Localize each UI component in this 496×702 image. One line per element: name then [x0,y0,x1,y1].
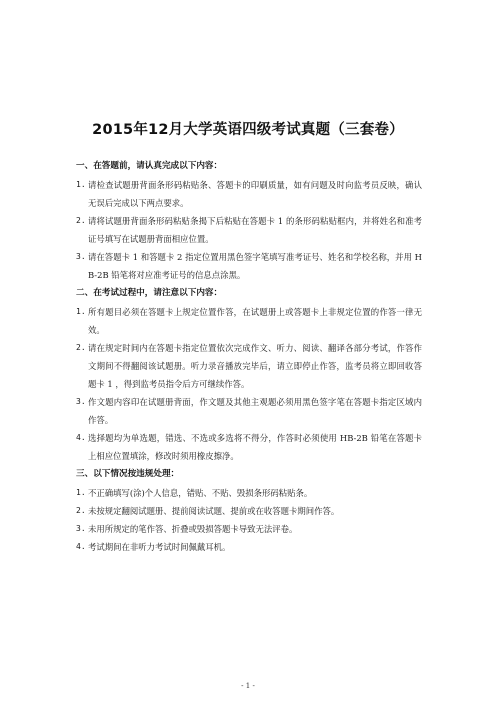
item-number: 2. [76,216,86,225]
page-number: - 1 - [241,682,255,690]
item-number: 1. [76,307,86,316]
item-text: 选择题均为单选题，错选、不选或多选将不得分，作答时必须使用 HB-2B 铅笔在答题卡上相应位置填涂，修改时须用橡皮擦净。 [88,433,422,461]
list-item [76,176,422,212]
item-text: 所有题目必须在答题卡上规定位置作答，在试题册上或答题卡上非规定位置的作答一律无效。 [88,307,422,335]
section-heading: 二、在考试过程中，请注意以下内容： [76,288,223,298]
section-heading: 一、在答题前，请认真完成以下内容： [76,161,223,171]
item-number: 3. [76,397,86,406]
item-number: 4. [76,542,86,551]
item-number: 3. [76,252,86,261]
item-text: 请将试题册背面条形码粘贴条揭下后粘贴在答题卡 1 的条形码粘贴框内，并将姓名和准考证号填写在试题册背面相应位置。 [88,216,422,244]
item-number: 4. [76,433,86,442]
document-title: 2015年12月大学英语四级考试真题（三套卷） [92,122,404,138]
item-number: 1. [76,488,86,497]
section-violations [76,465,422,556]
list-item [76,502,422,520]
section-heading: 三、以下情况按违规处理： [76,469,180,479]
list-item [76,393,422,429]
item-number: 2. [76,343,86,352]
item-text: 作文题内容印在试题册背面，作文题及其他主观题必须用黑色签字笔在答题卡指定区域内作答。 [88,397,422,425]
list-item [76,484,422,502]
list-item [76,429,422,465]
section-before-answering [76,157,422,284]
item-number: 3. [76,524,86,533]
list-item [76,248,422,284]
list-item [76,520,422,538]
item-text: 请在答题卡 1 和答题卡 2 指定位置用黑色签字笔填写准考证号、姓名和学校名称，并用 HB-2B 铅笔将对应准考证号的信息点涂黑。 [88,252,422,280]
item-text: 请在规定时间内在答题卡指定位置依次完成作文、听力、阅读、翻译各部分考试，作答作文期间不得翻阅该试题册。听力录音播放完毕后，请立即停止作答，监考员将立即回收答题卡 1 ，得到监考员指令后方可继续作答。 [88,343,422,389]
item-text: 考试期间在非听力考试时间佩戴耳机。 [88,542,231,552]
section-during-exam [76,284,422,465]
item-text: 未按规定翻阅试题册、提前阅读试题、提前或在收答题卡期间作答。 [88,506,340,516]
item-number: 1. [76,180,86,189]
item-text: 请检查试题册背面条形码粘贴条、答题卡的印刷质量，如有问题及时向监考员反映，确认无误后完成以下两点要求。 [88,180,422,208]
item-text: 未用所规定的笔作答、折叠或毁损答题卡导致无法评卷。 [88,524,298,534]
list-item [76,538,422,556]
document-body [76,157,422,556]
item-number: 2. [76,506,86,515]
list-item [76,339,422,393]
list-item [76,212,422,248]
list-item [76,303,422,339]
item-text: 不正确填写(涂)个人信息，错贴、不贴、毁损条形码粘贴条。 [88,488,313,498]
